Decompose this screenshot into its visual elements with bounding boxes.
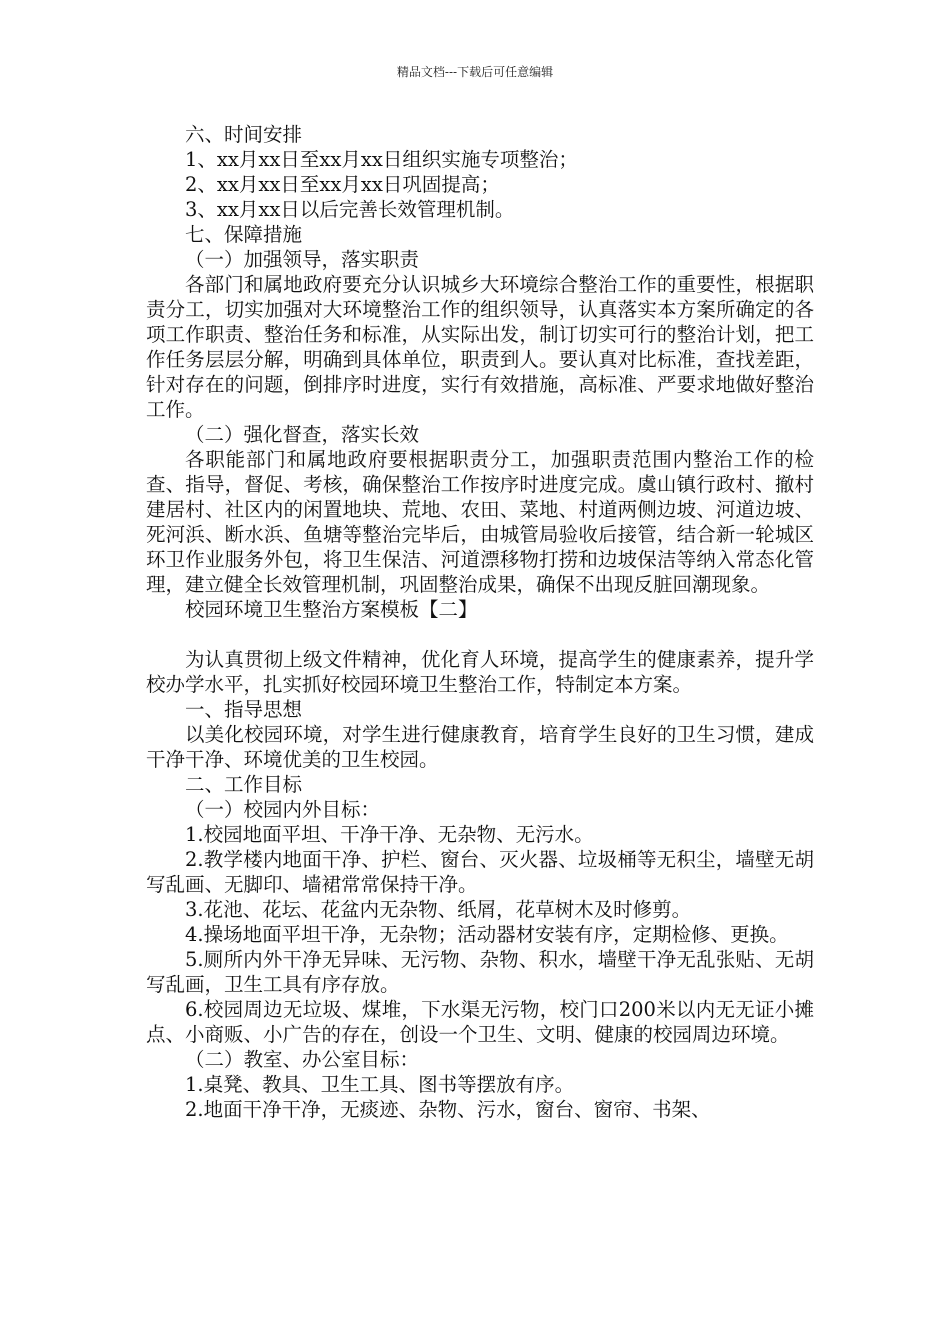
campus-goal-3: 3.花池、花坛、花盆内无杂物、纸屑，花草树木及时修剪。 [185, 898, 692, 921]
classroom-goals-subtitle: （二）教室、办公室目标： [185, 1048, 420, 1071]
page-header: 精品文档---下载后可任意编辑 [396, 65, 554, 79]
campus-goal-4: 4.操场地面平坦干净，无杂物；活动器材安装有序，定期检修、更换。 [185, 923, 789, 946]
section-7-paragraph-2: 各职能部门和属地政府要根据职责分工，加强职责范围内整治工作的检查、指导，督促、考核，确保整治工作按序时进度完成。虞山镇行政村、撤村建居村、社区内的闲置地块、荒地、农田、菜地、村道两侧边坡、河道边坡、死河浜、断水浜、鱼塘等整治完毕后，由城管局验收后接管，结合新一轮城区环卫作业服务外包，将卫生保洁、河道漂移物打捞和边坡保洁等纳入常态化管理，建立健全长效管理机制，巩固整治成果，确保不出现反脏回潮现象。 [146, 448, 814, 596]
section-6-item-3: 3、xx月xx日以后完善长效管理机制。 [185, 198, 515, 221]
section-7-title: 七、保障措施 [185, 223, 303, 246]
work-goals-title: 二、工作目标 [185, 773, 303, 796]
section-6-title: 六、时间安排 [185, 123, 303, 146]
section-7-subtitle-2: （二）强化督查，落实长效 [185, 423, 420, 446]
guiding-thought-paragraph: 以美化校园环境，对学生进行健康教育，培育学生良好的卫生习惯，建成干净干净、环境优美的卫生校园。 [146, 723, 814, 771]
guiding-thought-title: 一、指导思想 [185, 698, 303, 721]
section-7-paragraph-1: 各部门和属地政府要充分认识城乡大环境综合整治工作的重要性，根据职责分工，切实加强对大环境整治工作的组织领导，认真落实本方案所确定的各项工作职责、整治任务和标准，从实际出发，制订切实可行的整治计划，把工作任务层层分解，明确到具体单位，职责到人。要认真对比标准，查找差距，针对存在的问题，倒排序时进度，实行有效措施，高标准、严要求地做好整治工作。 [146, 273, 814, 421]
section-7-subtitle-1: （一）加强领导，落实职责 [185, 248, 420, 271]
intro-paragraph: 为认真贯彻上级文件精神，优化育人环境，提高学生的健康素养，提升学校办学水平，扎实抓好校园环境卫生整治工作，特制定本方案。 [146, 648, 814, 696]
section-6-item-1: 1、xx月xx日至xx月xx日组织实施专项整治； [185, 148, 578, 171]
template-2-title: 校园环境卫生整治方案模板【二】 [185, 598, 478, 621]
campus-goal-2: 2.教学楼内地面干净、护栏、窗台、灭火器、垃圾桶等无积尘，墙壁无胡写乱画、无脚印、墙裙常常保持干净。 [146, 848, 814, 896]
classroom-goal-2: 2.地面干净干净，无痰迹、杂物、污水，窗台、窗帘、书架、 [185, 1098, 711, 1121]
campus-goals-subtitle: （一）校园内外目标： [185, 798, 381, 821]
classroom-goal-1: 1.桌凳、教具、卫生工具、图书等摆放有序。 [185, 1073, 575, 1096]
document-body [146, 122, 814, 1122]
blank-line [146, 622, 814, 647]
section-6-item-2: 2、xx月xx日至xx月xx日巩固提高； [185, 173, 500, 196]
campus-goal-5: 5.厕所内外干净无异味、无污物、杂物、积水，墙壁干净无乱张贴、无胡写乱画，卫生工具有序存放。 [146, 948, 814, 996]
campus-goal-1: 1.校园地面平坦、干净干净、无杂物、无污水。 [185, 823, 594, 846]
campus-goal-6: 6.校园周边无垃圾、煤堆，下水渠无污物，校门口200米以内无无证小摊点、小商贩、小广告的存在，创设一个卫生、文明、健康的校园周边环境。 [146, 998, 814, 1046]
